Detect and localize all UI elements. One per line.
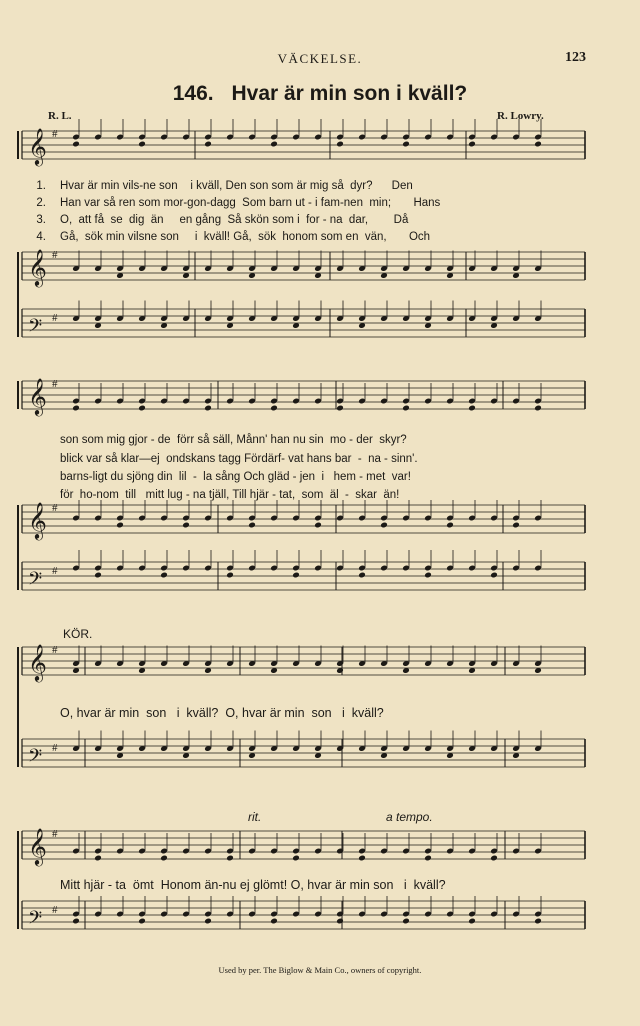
svg-text:𝄢: 𝄢 <box>28 569 43 594</box>
svg-text:#: # <box>52 904 58 916</box>
svg-text:𝄢: 𝄢 <box>28 746 43 771</box>
composer: R. Lowry. <box>497 110 544 122</box>
verse-line: 1. Hvar är min vils-ne son i kväll, Den son som är mig så dyr? Den <box>36 180 413 192</box>
copyright-footer: Used by per. The Biglow & Main Co., owners of copyright. <box>218 965 422 975</box>
verse-line: barns-ligt du sjöng din lil - la sång Och gläd - jen i hem - met var! <box>60 471 411 483</box>
svg-text:𝄢: 𝄢 <box>28 316 43 341</box>
verse-line: 2. Han var så ren som mor-gon-dagg Som barn ut - i fam-nen min; Hans <box>36 197 441 209</box>
svg-text:#: # <box>52 644 58 656</box>
hymn-number: 146. <box>172 82 214 105</box>
verse-line: 4. Gå, sök min vilsne son i kväll! Gå, sök honom som en vän, Och <box>36 231 431 243</box>
verse-line: för ho-nom till mitt lug - na tjäll, Till hjär - tat, som äl - skar än! <box>60 489 400 501</box>
tempo-rit: rit. <box>248 810 262 824</box>
svg-text:𝄞: 𝄞 <box>28 643 47 681</box>
svg-text:#: # <box>52 128 58 140</box>
verse-line: son som mig gjor - de förr så säll, Månn' han nu sin mo - der skyr? <box>60 434 407 446</box>
verse-line: blick var så klar—ej ondskans tagg Fördärf- vat hans bar - na - sinn'. <box>60 453 418 465</box>
lyricist: R. L. <box>48 110 72 122</box>
svg-text:𝄞: 𝄞 <box>28 377 47 415</box>
tempo-a-tempo: a tempo. <box>386 810 433 824</box>
chorus-label: KÖR. <box>63 627 93 641</box>
svg-text:#: # <box>52 565 58 577</box>
hymn-name: Hvar är min son i kväll? <box>231 82 468 105</box>
svg-text:#: # <box>52 742 58 754</box>
svg-text:𝄞: 𝄞 <box>28 127 47 165</box>
page-number: 123 <box>565 50 586 65</box>
svg-text:𝄞: 𝄞 <box>28 827 47 865</box>
chorus-line-2: Mitt hjär - ta ömt Honom än-nu ej glömt! O, hvar är min son i kväll? <box>60 878 446 892</box>
svg-text:#: # <box>52 249 58 261</box>
svg-text:#: # <box>52 828 58 840</box>
svg-text:𝄢: 𝄢 <box>28 908 43 933</box>
verse-line: 3. O, att få se dig än en gång Så skön som i for - na dar, Då <box>36 214 409 226</box>
chorus-line-1: O, hvar är min son i kväll? O, hvar är min son i kväll? <box>60 706 384 720</box>
svg-text:#: # <box>52 312 58 324</box>
verse-block-1 <box>26 178 586 246</box>
section-title: VÄCKELSE. <box>277 51 363 66</box>
svg-text:#: # <box>52 378 58 390</box>
svg-text:𝄞: 𝄞 <box>28 501 47 539</box>
svg-text:#: # <box>52 502 58 514</box>
svg-text:𝄞: 𝄞 <box>28 248 47 286</box>
